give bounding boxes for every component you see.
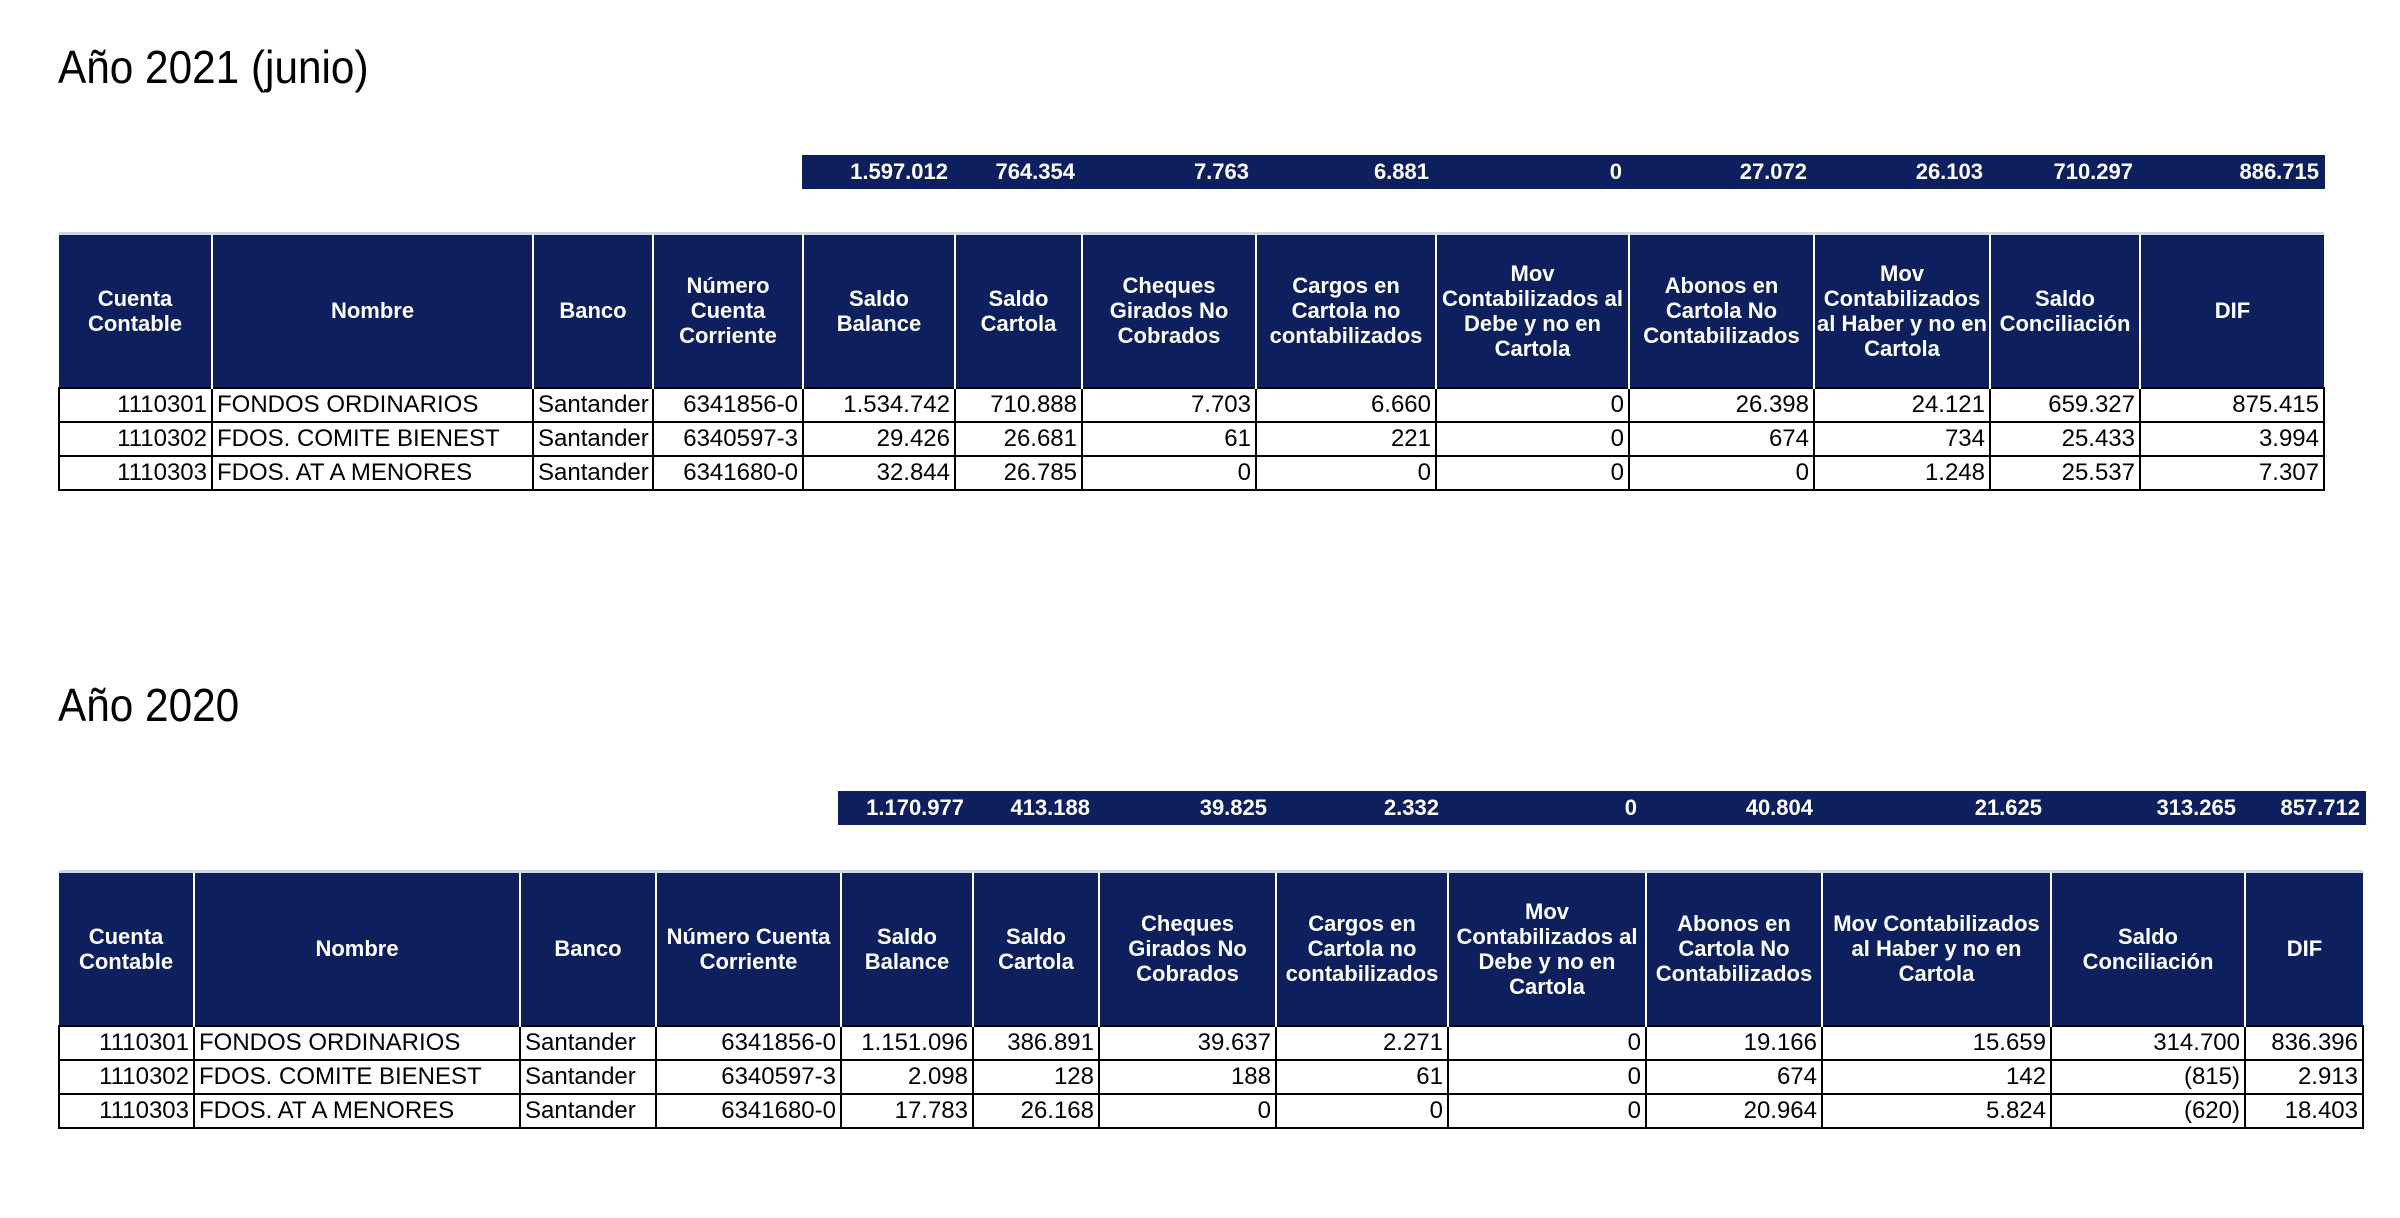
- cell-saldo-balance: 29.426: [803, 422, 955, 456]
- cell-cargos-cartola: 0: [1256, 456, 1436, 490]
- cell-mov-haber: 142: [1822, 1060, 2051, 1094]
- header-saldo-balance: Saldo Balance: [841, 872, 973, 1026]
- cell-saldo-conciliacion: (815): [2051, 1060, 2245, 1094]
- total-cheques-girados: 7.763: [1193, 159, 1249, 184]
- cell-banco: Santander: [520, 1060, 656, 1094]
- cell-cheques-girados: 188: [1099, 1060, 1276, 1094]
- cell-mov-debe: 0: [1436, 422, 1629, 456]
- header-saldo-cartola: Saldo Cartola: [955, 234, 1082, 388]
- header-cargos-cartola: Cargos en Cartola no contabilizados: [1276, 872, 1448, 1026]
- cell-cuenta: 1110302: [59, 422, 212, 456]
- header-cheques-girados: Cheques Girados No Cobrados: [1099, 872, 1276, 1026]
- total-saldo-cartola: 764.354: [995, 159, 1075, 184]
- total-saldo-balance: 1.170.977: [866, 795, 964, 820]
- header-cheques-girados: Cheques Girados No Cobrados: [1082, 234, 1256, 388]
- header-numero-cuenta: Número Cuenta Corriente: [656, 872, 841, 1026]
- cell-banco: Santander: [533, 388, 653, 422]
- cell-cheques-girados: 0: [1099, 1094, 1276, 1128]
- table-row: [59, 422, 2324, 456]
- cell-cuenta: 1110301: [59, 1026, 194, 1060]
- header-nombre: Nombre: [194, 872, 520, 1026]
- cell-saldo-cartola: 710.888: [955, 388, 1082, 422]
- cell-dif: 2.913: [2245, 1060, 2363, 1094]
- cell-numero-cuenta: 6341680-0: [653, 456, 803, 490]
- cell-saldo-conciliacion: 659.327: [1990, 388, 2140, 422]
- table-row: [59, 1060, 2363, 1094]
- cell-nombre: FDOS. COMITE BIENEST: [194, 1060, 520, 1094]
- header-banco: Banco: [533, 234, 653, 388]
- section-title-2021: Año 2021 (junio): [58, 41, 369, 93]
- cell-numero-cuenta: 6340597-3: [656, 1060, 841, 1094]
- cell-saldo-conciliacion: 314.700: [2051, 1026, 2245, 1060]
- cell-cargos-cartola: 6.660: [1256, 388, 1436, 422]
- cell-cuenta: 1110303: [59, 456, 212, 490]
- header-mov-haber: Mov Contabilizados al Haber y no en Cartola: [1822, 872, 2051, 1026]
- cell-saldo-cartola: 26.168: [973, 1094, 1099, 1128]
- header-mov-debe: Mov Contabilizados al Debe y no en Cartola: [1436, 234, 1629, 388]
- cell-mov-debe: 0: [1436, 388, 1629, 422]
- cell-saldo-conciliacion: 25.537: [1990, 456, 2140, 490]
- cell-mov-haber: 5.824: [1822, 1094, 2051, 1128]
- header-banco: Banco: [520, 872, 656, 1026]
- reconciliation-table-2021: [58, 232, 2325, 491]
- cell-abonos-cartola: 0: [1629, 456, 1814, 490]
- total-mov-haber: 21.625: [1974, 795, 2042, 820]
- total-abonos-cartola: 27.072: [1739, 159, 1807, 184]
- total-cargos-cartola: 2.332: [1383, 795, 1439, 820]
- header-mov-debe: Mov Contabilizados al Debe y no en Cartola: [1448, 872, 1646, 1026]
- cell-saldo-balance: 1.151.096: [841, 1026, 973, 1060]
- total-saldo-conciliacion: 710.297: [2053, 159, 2133, 184]
- cell-saldo-cartola: 128: [973, 1060, 1099, 1094]
- total-dif: 886.715: [2239, 159, 2319, 184]
- cell-banco: Santander: [533, 422, 653, 456]
- cell-nombre: FDOS. AT A MENORES: [212, 456, 533, 490]
- cell-mov-debe: 0: [1448, 1060, 1646, 1094]
- cell-dif: 18.403: [2245, 1094, 2363, 1128]
- total-saldo-balance: 1.597.012: [850, 159, 948, 184]
- header-dif: DIF: [2245, 872, 2363, 1026]
- cell-cargos-cartola: 61: [1276, 1060, 1448, 1094]
- cell-mov-haber: 24.121: [1814, 388, 1990, 422]
- cell-saldo-cartola: 26.785: [955, 456, 1082, 490]
- cell-saldo-conciliacion: (620): [2051, 1094, 2245, 1128]
- header-cargos-cartola: Cargos en Cartola no contabilizados: [1256, 234, 1436, 388]
- header-dif: DIF: [2140, 234, 2324, 388]
- table-row: [59, 1094, 2363, 1128]
- cell-saldo-balance: 17.783: [841, 1094, 973, 1128]
- header-saldo-conciliacion: Saldo Conciliación: [2051, 872, 2245, 1026]
- cell-cheques-girados: 39.637: [1099, 1026, 1276, 1060]
- total-abonos-cartola: 40.804: [1745, 795, 1813, 820]
- cell-mov-haber: 15.659: [1822, 1026, 2051, 1060]
- cell-nombre: FDOS. COMITE BIENEST: [212, 422, 533, 456]
- section-title-2020: Año 2020: [58, 679, 240, 731]
- total-saldo-conciliacion: 313.265: [2156, 795, 2236, 820]
- cell-cuenta: 1110301: [59, 388, 212, 422]
- cell-saldo-cartola: 26.681: [955, 422, 1082, 456]
- cell-mov-debe: 0: [1448, 1094, 1646, 1128]
- cell-banco: Santander: [520, 1094, 656, 1128]
- cell-cheques-girados: 0: [1082, 456, 1256, 490]
- header-saldo-conciliacion: Saldo Conciliación: [1990, 234, 2140, 388]
- cell-mov-haber: 734: [1814, 422, 1990, 456]
- header-saldo-balance: Saldo Balance: [803, 234, 955, 388]
- header-numero-cuenta: Número Cuenta Corriente: [653, 234, 803, 388]
- cell-nombre: FDOS. AT A MENORES: [194, 1094, 520, 1128]
- cell-numero-cuenta: 6341680-0: [656, 1094, 841, 1128]
- cell-saldo-cartola: 386.891: [973, 1026, 1099, 1060]
- cell-mov-debe: 0: [1448, 1026, 1646, 1060]
- cell-abonos-cartola: 26.398: [1629, 388, 1814, 422]
- cell-saldo-conciliacion: 25.433: [1990, 422, 2140, 456]
- cell-mov-haber: 1.248: [1814, 456, 1990, 490]
- total-cheques-girados: 39.825: [1199, 795, 1267, 820]
- cell-numero-cuenta: 6341856-0: [656, 1026, 841, 1060]
- cell-banco: Santander: [533, 456, 653, 490]
- total-mov-haber: 26.103: [1915, 159, 1983, 184]
- totals-row-2020: [838, 791, 2366, 825]
- header-abonos-cartola: Abonos en Cartola No Contabilizados: [1629, 234, 1814, 388]
- cell-abonos-cartola: 20.964: [1646, 1094, 1822, 1128]
- cell-numero-cuenta: 6341856-0: [653, 388, 803, 422]
- total-cargos-cartola: 6.881: [1373, 159, 1429, 184]
- cell-cargos-cartola: 2.271: [1276, 1026, 1448, 1060]
- cell-banco: Santander: [520, 1026, 656, 1060]
- cell-nombre: FONDOS ORDINARIOS: [212, 388, 533, 422]
- header-saldo-cartola: Saldo Cartola: [973, 872, 1099, 1026]
- cell-cargos-cartola: 221: [1256, 422, 1436, 456]
- cell-dif: 836.396: [2245, 1026, 2363, 1060]
- table-row: [59, 1026, 2363, 1060]
- cell-cargos-cartola: 0: [1276, 1094, 1448, 1128]
- cell-mov-debe: 0: [1436, 456, 1629, 490]
- total-mov-debe: 0: [1609, 159, 1622, 184]
- table-row: [59, 388, 2324, 422]
- cell-cuenta: 1110302: [59, 1060, 194, 1094]
- cell-saldo-balance: 32.844: [803, 456, 955, 490]
- total-mov-debe: 0: [1624, 795, 1637, 820]
- cell-dif: 3.994: [2140, 422, 2324, 456]
- cell-abonos-cartola: 674: [1646, 1060, 1822, 1094]
- header-nombre: Nombre: [212, 234, 533, 388]
- totals-row-2021: [802, 155, 2325, 189]
- header-cuenta-contable: Cuenta Contable: [59, 234, 212, 388]
- reconciliation-table-2020: [58, 870, 2364, 1129]
- cell-dif: 7.307: [2140, 456, 2324, 490]
- total-saldo-cartola: 413.188: [1010, 795, 1090, 820]
- header-abonos-cartola: Abonos en Cartola No Contabilizados: [1646, 872, 1822, 1026]
- cell-cuenta: 1110303: [59, 1094, 194, 1128]
- cell-dif: 875.415: [2140, 388, 2324, 422]
- cell-numero-cuenta: 6340597-3: [653, 422, 803, 456]
- cell-saldo-balance: 1.534.742: [803, 388, 955, 422]
- table-row: [59, 456, 2324, 490]
- cell-abonos-cartola: 674: [1629, 422, 1814, 456]
- header-mov-haber: Mov Contabilizados al Haber y no en Cartola: [1814, 234, 1990, 388]
- total-dif: 857.712: [2280, 795, 2360, 820]
- cell-cheques-girados: 7.703: [1082, 388, 1256, 422]
- cell-nombre: FONDOS ORDINARIOS: [194, 1026, 520, 1060]
- cell-cheques-girados: 61: [1082, 422, 1256, 456]
- header-cuenta-contable: Cuenta Contable: [59, 872, 194, 1026]
- cell-saldo-balance: 2.098: [841, 1060, 973, 1094]
- cell-abonos-cartola: 19.166: [1646, 1026, 1822, 1060]
